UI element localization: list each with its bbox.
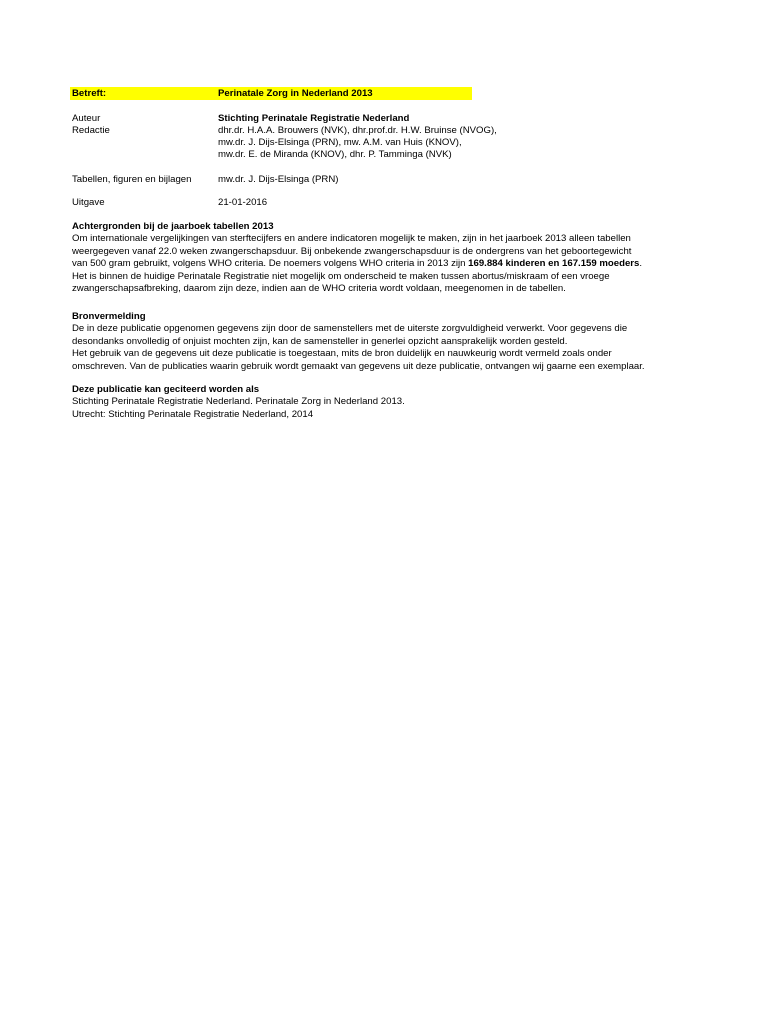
achtergronden-line: Om internationale vergelijkingen van sterftecijfers en andere indicatoren mogelijk te maken, zijn in het jaarboek 2013 alleen tabellen: [72, 233, 631, 245]
achtergronden-text: van 500 gram gebruikt, volgens WHO criteria. De noemers volgens WHO criteria in 2013 zijn: [72, 258, 469, 270]
achtergronden-line: weergegeven vanaf 22.0 weken zwangerschapsduur. Bij onbekende zwangerschapsduur is de ondergrens van het geboortegewicht: [72, 245, 632, 257]
citatie-title: Deze publicatie kan geciteerd worden als: [72, 384, 260, 395]
redactie-line: mw.dr. J. Dijs-Elsinga (PRN), mw. A.M. van Huis (KNOV),: [218, 137, 462, 148]
subject-label: Betreft:: [72, 88, 107, 99]
achtergronden-section: [72, 221, 712, 295]
achtergronden-text: .: [639, 258, 643, 270]
uitgave-value: 21-01-2016: [218, 197, 268, 208]
uitgave-label: Uitgave: [72, 197, 105, 208]
achtergronden-line: Het is binnen de huidige Perinatale Registratie niet mogelijk om onderscheid te maken tussen abortus/miskraam of een vroege: [72, 270, 610, 282]
achtergronden-title: Achtergronden bij de jaarboek tabellen 2013: [72, 221, 274, 232]
bronvermelding-line: desondanks onvolledig of onjuist mochten zijn, kan de samensteller in generlei opzicht aansprakelijk worden gesteld.: [72, 335, 568, 347]
subject-value: Perinatale Zorg in Nederland 2013: [218, 88, 373, 99]
auteur-label: Auteur: [72, 113, 101, 124]
bronvermelding-line: De in deze publicatie opgenomen gegevens zijn door de samenstellers met de uiterste zorgvuldigheid verwerkt. Voor gegevens die: [72, 323, 628, 335]
citatie-line: Stichting Perinatale Registratie Nederland. Perinatale Zorg in Nederland 2013.: [72, 396, 405, 408]
redactie-label: Redactie: [72, 125, 110, 136]
bronvermelding-line: Het gebruik van de gegevens uit deze publicatie is toegestaan, mits de bron duidelijk en nauwkeurig wordt vermeld zoals onder: [72, 348, 612, 360]
noemers-highlight: 169.884 kinderen en 167.159 moeders: [468, 258, 640, 270]
bronvermelding-section: [72, 311, 712, 373]
achtergronden-line: [72, 258, 712, 270]
achtergronden-line: zwangerschapsafbreking, daarom zijn deze, indien aan de WHO criteria wordt voldaan, meegenomen in de tabellen.: [72, 283, 566, 295]
tabellen-label: Tabellen, figuren en bijlagen: [72, 174, 192, 185]
redactie-line: dhr.dr. H.A.A. Brouwers (NVK), dhr.prof.dr. H.W. Bruinse (NVOG),: [218, 125, 497, 136]
bronvermelding-title: Bronvermelding: [72, 311, 146, 322]
subject-header: [70, 87, 472, 100]
auteur-value: Stichting Perinatale Registratie Nederland: [218, 113, 410, 124]
citatie-line: Utrecht: Stichting Perinatale Registratie Nederland, 2014: [72, 408, 314, 420]
redactie-line: mw.dr. E. de Miranda (KNOV), dhr. P. Tamminga (NVK): [218, 149, 452, 160]
bronvermelding-line: omschreven. Van de publicaties waarin gebruik wordt gemaakt van gegevens uit deze publicatie, ontvangen wij gaarne een exemplaar.: [72, 360, 645, 372]
citatie-section: [72, 384, 712, 421]
tabellen-value: mw.dr. J. Dijs-Elsinga (PRN): [218, 174, 339, 185]
